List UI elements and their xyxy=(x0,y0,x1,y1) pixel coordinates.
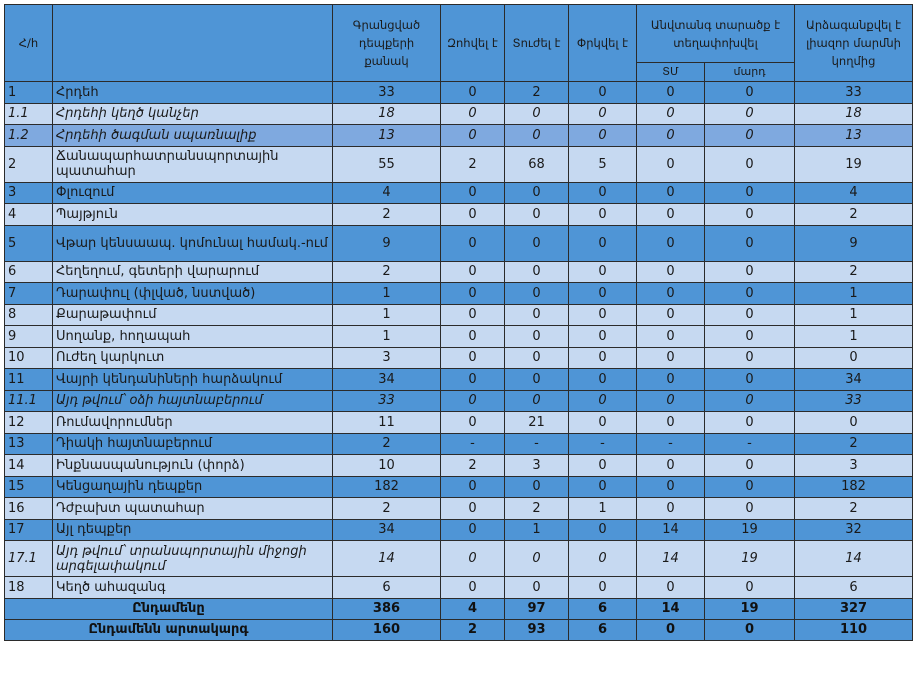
cell-evacuated-people: 19 xyxy=(705,519,795,541)
total-rescued: 6 xyxy=(569,598,637,619)
cell-dead: 0 xyxy=(441,82,505,104)
table-row xyxy=(5,390,913,412)
cell-injured: 21 xyxy=(505,412,569,434)
cell-rescued: 0 xyxy=(569,541,637,577)
table-row xyxy=(5,261,913,283)
header-registered: Գրանցված դեպքերի քանակ xyxy=(333,5,441,82)
cell-rescued: 0 xyxy=(569,103,637,125)
row-number: 1.1 xyxy=(5,103,53,125)
cell-evacuated-sm: 0 xyxy=(637,455,705,477)
total-dead: 4 xyxy=(441,598,505,619)
header-responded: Արձագանքվել է լիազոր մարմնի կողմից xyxy=(795,5,913,82)
table-row xyxy=(5,519,913,541)
cell-injured: 0 xyxy=(505,577,569,599)
cell-injured: 2 xyxy=(505,498,569,520)
total-evacuated-people: 19 xyxy=(705,598,795,619)
cell-injured: 0 xyxy=(505,182,569,204)
row-number: 13 xyxy=(5,433,53,455)
header-evacuated: Անվտանգ տարածք է տեղափոխվել xyxy=(637,5,795,63)
row-number: 10 xyxy=(5,347,53,369)
cell-evacuated-people: 0 xyxy=(705,455,795,477)
cell-registered: 33 xyxy=(333,82,441,104)
row-name: Դիակի հայտնաբերում xyxy=(53,433,333,455)
cell-evacuated-people: - xyxy=(705,433,795,455)
cell-evacuated-people: 0 xyxy=(705,390,795,412)
table-row xyxy=(5,476,913,498)
cell-registered: 34 xyxy=(333,369,441,391)
cell-injured: 68 xyxy=(505,146,569,182)
cell-evacuated-people: 0 xyxy=(705,412,795,434)
cell-dead: - xyxy=(441,433,505,455)
cell-rescued: 0 xyxy=(569,125,637,147)
cell-dead: 0 xyxy=(441,519,505,541)
cell-evacuated-people: 0 xyxy=(705,204,795,226)
cell-injured: 2 xyxy=(505,82,569,104)
cell-registered: 18 xyxy=(333,103,441,125)
cell-responded: 33 xyxy=(795,82,913,104)
cell-registered: 2 xyxy=(333,498,441,520)
cell-injured: 0 xyxy=(505,283,569,305)
cell-evacuated-sm: 0 xyxy=(637,390,705,412)
row-number: 11 xyxy=(5,369,53,391)
table-row xyxy=(5,304,913,326)
row-name: Փլուզում xyxy=(53,182,333,204)
row-number: 9 xyxy=(5,326,53,348)
cell-injured: 1 xyxy=(505,519,569,541)
total-injured: 93 xyxy=(505,619,569,640)
cell-responded: 32 xyxy=(795,519,913,541)
cell-evacuated-people: 0 xyxy=(705,369,795,391)
row-number: 18 xyxy=(5,577,53,599)
row-name: Հրդեհ xyxy=(53,82,333,104)
cell-registered: 33 xyxy=(333,390,441,412)
cell-responded: 14 xyxy=(795,541,913,577)
cell-responded: 2 xyxy=(795,204,913,226)
header-injured: Տուժել է xyxy=(505,5,569,82)
table-row xyxy=(5,326,913,348)
cell-registered: 2 xyxy=(333,261,441,283)
row-number: 7 xyxy=(5,283,53,305)
cell-registered: 4 xyxy=(333,182,441,204)
cell-injured: 0 xyxy=(505,476,569,498)
cell-evacuated-sm: 0 xyxy=(637,261,705,283)
cell-responded: 1 xyxy=(795,326,913,348)
cell-responded: 34 xyxy=(795,369,913,391)
cell-evacuated-sm: - xyxy=(637,433,705,455)
cell-evacuated-people: 0 xyxy=(705,476,795,498)
cell-responded: 1 xyxy=(795,304,913,326)
cell-evacuated-sm: 0 xyxy=(637,103,705,125)
cell-injured: 0 xyxy=(505,390,569,412)
cell-rescued: 0 xyxy=(569,519,637,541)
cell-registered: 11 xyxy=(333,412,441,434)
cell-injured: 0 xyxy=(505,125,569,147)
table-row xyxy=(5,433,913,455)
table-row xyxy=(5,82,913,104)
cell-evacuated-sm: 0 xyxy=(637,369,705,391)
table-row xyxy=(5,369,913,391)
cell-rescued: 0 xyxy=(569,204,637,226)
cell-dead: 0 xyxy=(441,225,505,261)
row-name: Ճանապարհատրանսպորտային պատահար xyxy=(53,146,333,182)
cell-evacuated-sm: 0 xyxy=(637,125,705,147)
cell-evacuated-sm: 14 xyxy=(637,541,705,577)
header-name xyxy=(53,5,333,82)
total-evacuated-people: 0 xyxy=(705,619,795,640)
row-name: Ռումավորումներ xyxy=(53,412,333,434)
cell-dead: 0 xyxy=(441,476,505,498)
cell-rescued: 0 xyxy=(569,326,637,348)
row-name: Դժբախտ պատահար xyxy=(53,498,333,520)
row-name: Դարափուլ (փլված, նստված) xyxy=(53,283,333,305)
cell-evacuated-people: 19 xyxy=(705,541,795,577)
cell-rescued: 0 xyxy=(569,455,637,477)
row-name: Սողանք, հողապահ xyxy=(53,326,333,348)
cell-dead: 0 xyxy=(441,326,505,348)
cell-dead: 2 xyxy=(441,455,505,477)
cell-injured: 0 xyxy=(505,304,569,326)
cell-injured: 0 xyxy=(505,326,569,348)
cell-evacuated-sm: 0 xyxy=(637,182,705,204)
total-registered: 160 xyxy=(333,619,441,640)
cell-responded: 2 xyxy=(795,261,913,283)
cell-rescued: - xyxy=(569,433,637,455)
row-name: Հրդեհի կեղծ կանչեր xyxy=(53,103,333,125)
cell-responded: 4 xyxy=(795,182,913,204)
header-number: Հ/հ xyxy=(5,5,53,82)
cell-evacuated-people: 0 xyxy=(705,125,795,147)
row-number: 4 xyxy=(5,204,53,226)
total-dead: 2 xyxy=(441,619,505,640)
cell-dead: 0 xyxy=(441,498,505,520)
cell-evacuated-sm: 0 xyxy=(637,412,705,434)
table-row xyxy=(5,577,913,599)
table-row xyxy=(5,182,913,204)
cell-injured: 0 xyxy=(505,204,569,226)
table-row xyxy=(5,347,913,369)
cell-evacuated-sm: 0 xyxy=(637,225,705,261)
row-name: Ուժեղ կարկուտ xyxy=(53,347,333,369)
cell-responded: 3 xyxy=(795,455,913,477)
row-number: 17 xyxy=(5,519,53,541)
row-name: Այդ թվում՝ օձի հայտնաբերում xyxy=(53,390,333,412)
cell-registered: 2 xyxy=(333,433,441,455)
cell-evacuated-sm: 0 xyxy=(637,577,705,599)
cell-evacuated-people: 0 xyxy=(705,182,795,204)
cell-dead: 0 xyxy=(441,182,505,204)
cell-rescued: 0 xyxy=(569,261,637,283)
cell-rescued: 0 xyxy=(569,347,637,369)
cell-registered: 9 xyxy=(333,225,441,261)
total-responded: 110 xyxy=(795,619,913,640)
cell-registered: 34 xyxy=(333,519,441,541)
cell-evacuated-people: 0 xyxy=(705,82,795,104)
cell-dead: 0 xyxy=(441,541,505,577)
row-name: Վթար կենսաապ. կոմունալ համակ.-ում xyxy=(53,225,333,261)
table-row xyxy=(5,204,913,226)
table-row xyxy=(5,412,913,434)
total-responded: 327 xyxy=(795,598,913,619)
row-number: 14 xyxy=(5,455,53,477)
row-number: 17.1 xyxy=(5,541,53,577)
incident-statistics-table xyxy=(4,4,913,641)
cell-rescued: 0 xyxy=(569,182,637,204)
cell-responded: 9 xyxy=(795,225,913,261)
cell-registered: 10 xyxy=(333,455,441,477)
cell-responded: 2 xyxy=(795,498,913,520)
row-number: 11.1 xyxy=(5,390,53,412)
cell-evacuated-people: 0 xyxy=(705,347,795,369)
cell-dead: 0 xyxy=(441,304,505,326)
header-evacuated-sm: ՏՄ xyxy=(637,63,705,82)
cell-responded: 18 xyxy=(795,103,913,125)
cell-dead: 0 xyxy=(441,369,505,391)
cell-rescued: 0 xyxy=(569,476,637,498)
cell-dead: 0 xyxy=(441,103,505,125)
cell-registered: 1 xyxy=(333,304,441,326)
cell-evacuated-sm: 0 xyxy=(637,347,705,369)
cell-evacuated-people: 0 xyxy=(705,283,795,305)
row-number: 2 xyxy=(5,146,53,182)
cell-registered: 13 xyxy=(333,125,441,147)
cell-injured: 0 xyxy=(505,369,569,391)
cell-evacuated-sm: 0 xyxy=(637,82,705,104)
cell-injured: 0 xyxy=(505,261,569,283)
row-name: Այլ դեպքեր xyxy=(53,519,333,541)
cell-responded: 0 xyxy=(795,412,913,434)
cell-injured: 0 xyxy=(505,225,569,261)
cell-dead: 0 xyxy=(441,412,505,434)
cell-registered: 3 xyxy=(333,347,441,369)
cell-responded: 1 xyxy=(795,283,913,305)
total-rescued: 6 xyxy=(569,619,637,640)
cell-dead: 0 xyxy=(441,390,505,412)
cell-dead: 0 xyxy=(441,204,505,226)
cell-dead: 0 xyxy=(441,125,505,147)
cell-dead: 0 xyxy=(441,283,505,305)
cell-responded: 0 xyxy=(795,347,913,369)
cell-registered: 182 xyxy=(333,476,441,498)
cell-rescued: 0 xyxy=(569,304,637,326)
row-name: Կեղծ ահազանգ xyxy=(53,577,333,599)
total-row xyxy=(5,598,913,619)
cell-responded: 13 xyxy=(795,125,913,147)
cell-responded: 182 xyxy=(795,476,913,498)
cell-evacuated-sm: 0 xyxy=(637,304,705,326)
cell-responded: 6 xyxy=(795,577,913,599)
cell-rescued: 0 xyxy=(569,283,637,305)
cell-responded: 2 xyxy=(795,433,913,455)
total-label: Ընդամենն արտակարգ xyxy=(5,619,333,640)
cell-evacuated-people: 0 xyxy=(705,304,795,326)
cell-evacuated-sm: 0 xyxy=(637,204,705,226)
row-name: Ինքնասպանություն (փորձ) xyxy=(53,455,333,477)
table-row xyxy=(5,225,913,261)
cell-dead: 0 xyxy=(441,347,505,369)
total-registered: 386 xyxy=(333,598,441,619)
cell-registered: 1 xyxy=(333,326,441,348)
cell-registered: 2 xyxy=(333,204,441,226)
total-label: Ընդամենը xyxy=(5,598,333,619)
row-number: 3 xyxy=(5,182,53,204)
cell-rescued: 0 xyxy=(569,390,637,412)
total-evacuated-sm: 0 xyxy=(637,619,705,640)
cell-evacuated-sm: 14 xyxy=(637,519,705,541)
cell-dead: 0 xyxy=(441,261,505,283)
row-number: 5 xyxy=(5,225,53,261)
cell-evacuated-people: 0 xyxy=(705,103,795,125)
cell-registered: 14 xyxy=(333,541,441,577)
row-number: 16 xyxy=(5,498,53,520)
total-evacuated-sm: 14 xyxy=(637,598,705,619)
row-number: 15 xyxy=(5,476,53,498)
cell-evacuated-people: 0 xyxy=(705,146,795,182)
cell-evacuated-people: 0 xyxy=(705,577,795,599)
cell-registered: 6 xyxy=(333,577,441,599)
cell-rescued: 0 xyxy=(569,577,637,599)
header-evacuated-people: մարդ xyxy=(705,63,795,82)
cell-evacuated-sm: 0 xyxy=(637,326,705,348)
total-injured: 97 xyxy=(505,598,569,619)
table-row xyxy=(5,103,913,125)
table-row xyxy=(5,455,913,477)
cell-injured: 0 xyxy=(505,347,569,369)
cell-rescued: 0 xyxy=(569,82,637,104)
row-name: Այդ թվում՝ տրանսպորտային միջոցի արգելափակում xyxy=(53,541,333,577)
cell-evacuated-sm: 0 xyxy=(637,283,705,305)
cell-rescued: 5 xyxy=(569,146,637,182)
row-name: Հեղեղում, գետերի վարարում xyxy=(53,261,333,283)
row-number: 1.2 xyxy=(5,125,53,147)
row-number: 6 xyxy=(5,261,53,283)
row-name: Վայրի կենդանիների հարձակում xyxy=(53,369,333,391)
cell-responded: 33 xyxy=(795,390,913,412)
cell-rescued: 1 xyxy=(569,498,637,520)
cell-registered: 55 xyxy=(333,146,441,182)
table-row xyxy=(5,146,913,182)
cell-injured: 0 xyxy=(505,541,569,577)
cell-injured: 3 xyxy=(505,455,569,477)
cell-evacuated-people: 0 xyxy=(705,261,795,283)
cell-rescued: 0 xyxy=(569,225,637,261)
table-row xyxy=(5,498,913,520)
cell-responded: 19 xyxy=(795,146,913,182)
cell-evacuated-sm: 0 xyxy=(637,476,705,498)
cell-evacuated-people: 0 xyxy=(705,498,795,520)
cell-rescued: 0 xyxy=(569,369,637,391)
cell-evacuated-people: 0 xyxy=(705,225,795,261)
row-number: 12 xyxy=(5,412,53,434)
row-name: Պայթյուն xyxy=(53,204,333,226)
cell-rescued: 0 xyxy=(569,412,637,434)
cell-evacuated-people: 0 xyxy=(705,326,795,348)
row-name: Հրդեհի ծագման սպառնալիք xyxy=(53,125,333,147)
table-row xyxy=(5,283,913,305)
row-name: Կենցաղային դեպքեր xyxy=(53,476,333,498)
cell-dead: 0 xyxy=(441,577,505,599)
row-name: Քարաթափում xyxy=(53,304,333,326)
cell-dead: 2 xyxy=(441,146,505,182)
row-number: 8 xyxy=(5,304,53,326)
cell-injured: - xyxy=(505,433,569,455)
cell-evacuated-sm: 0 xyxy=(637,498,705,520)
header-dead: Զոհվել է xyxy=(441,5,505,82)
total-row xyxy=(5,619,913,640)
cell-evacuated-sm: 0 xyxy=(637,146,705,182)
cell-injured: 0 xyxy=(505,103,569,125)
header-rescued: Փրկվել է xyxy=(569,5,637,82)
table-row xyxy=(5,125,913,147)
table-row xyxy=(5,541,913,577)
cell-registered: 1 xyxy=(333,283,441,305)
row-number: 1 xyxy=(5,82,53,104)
